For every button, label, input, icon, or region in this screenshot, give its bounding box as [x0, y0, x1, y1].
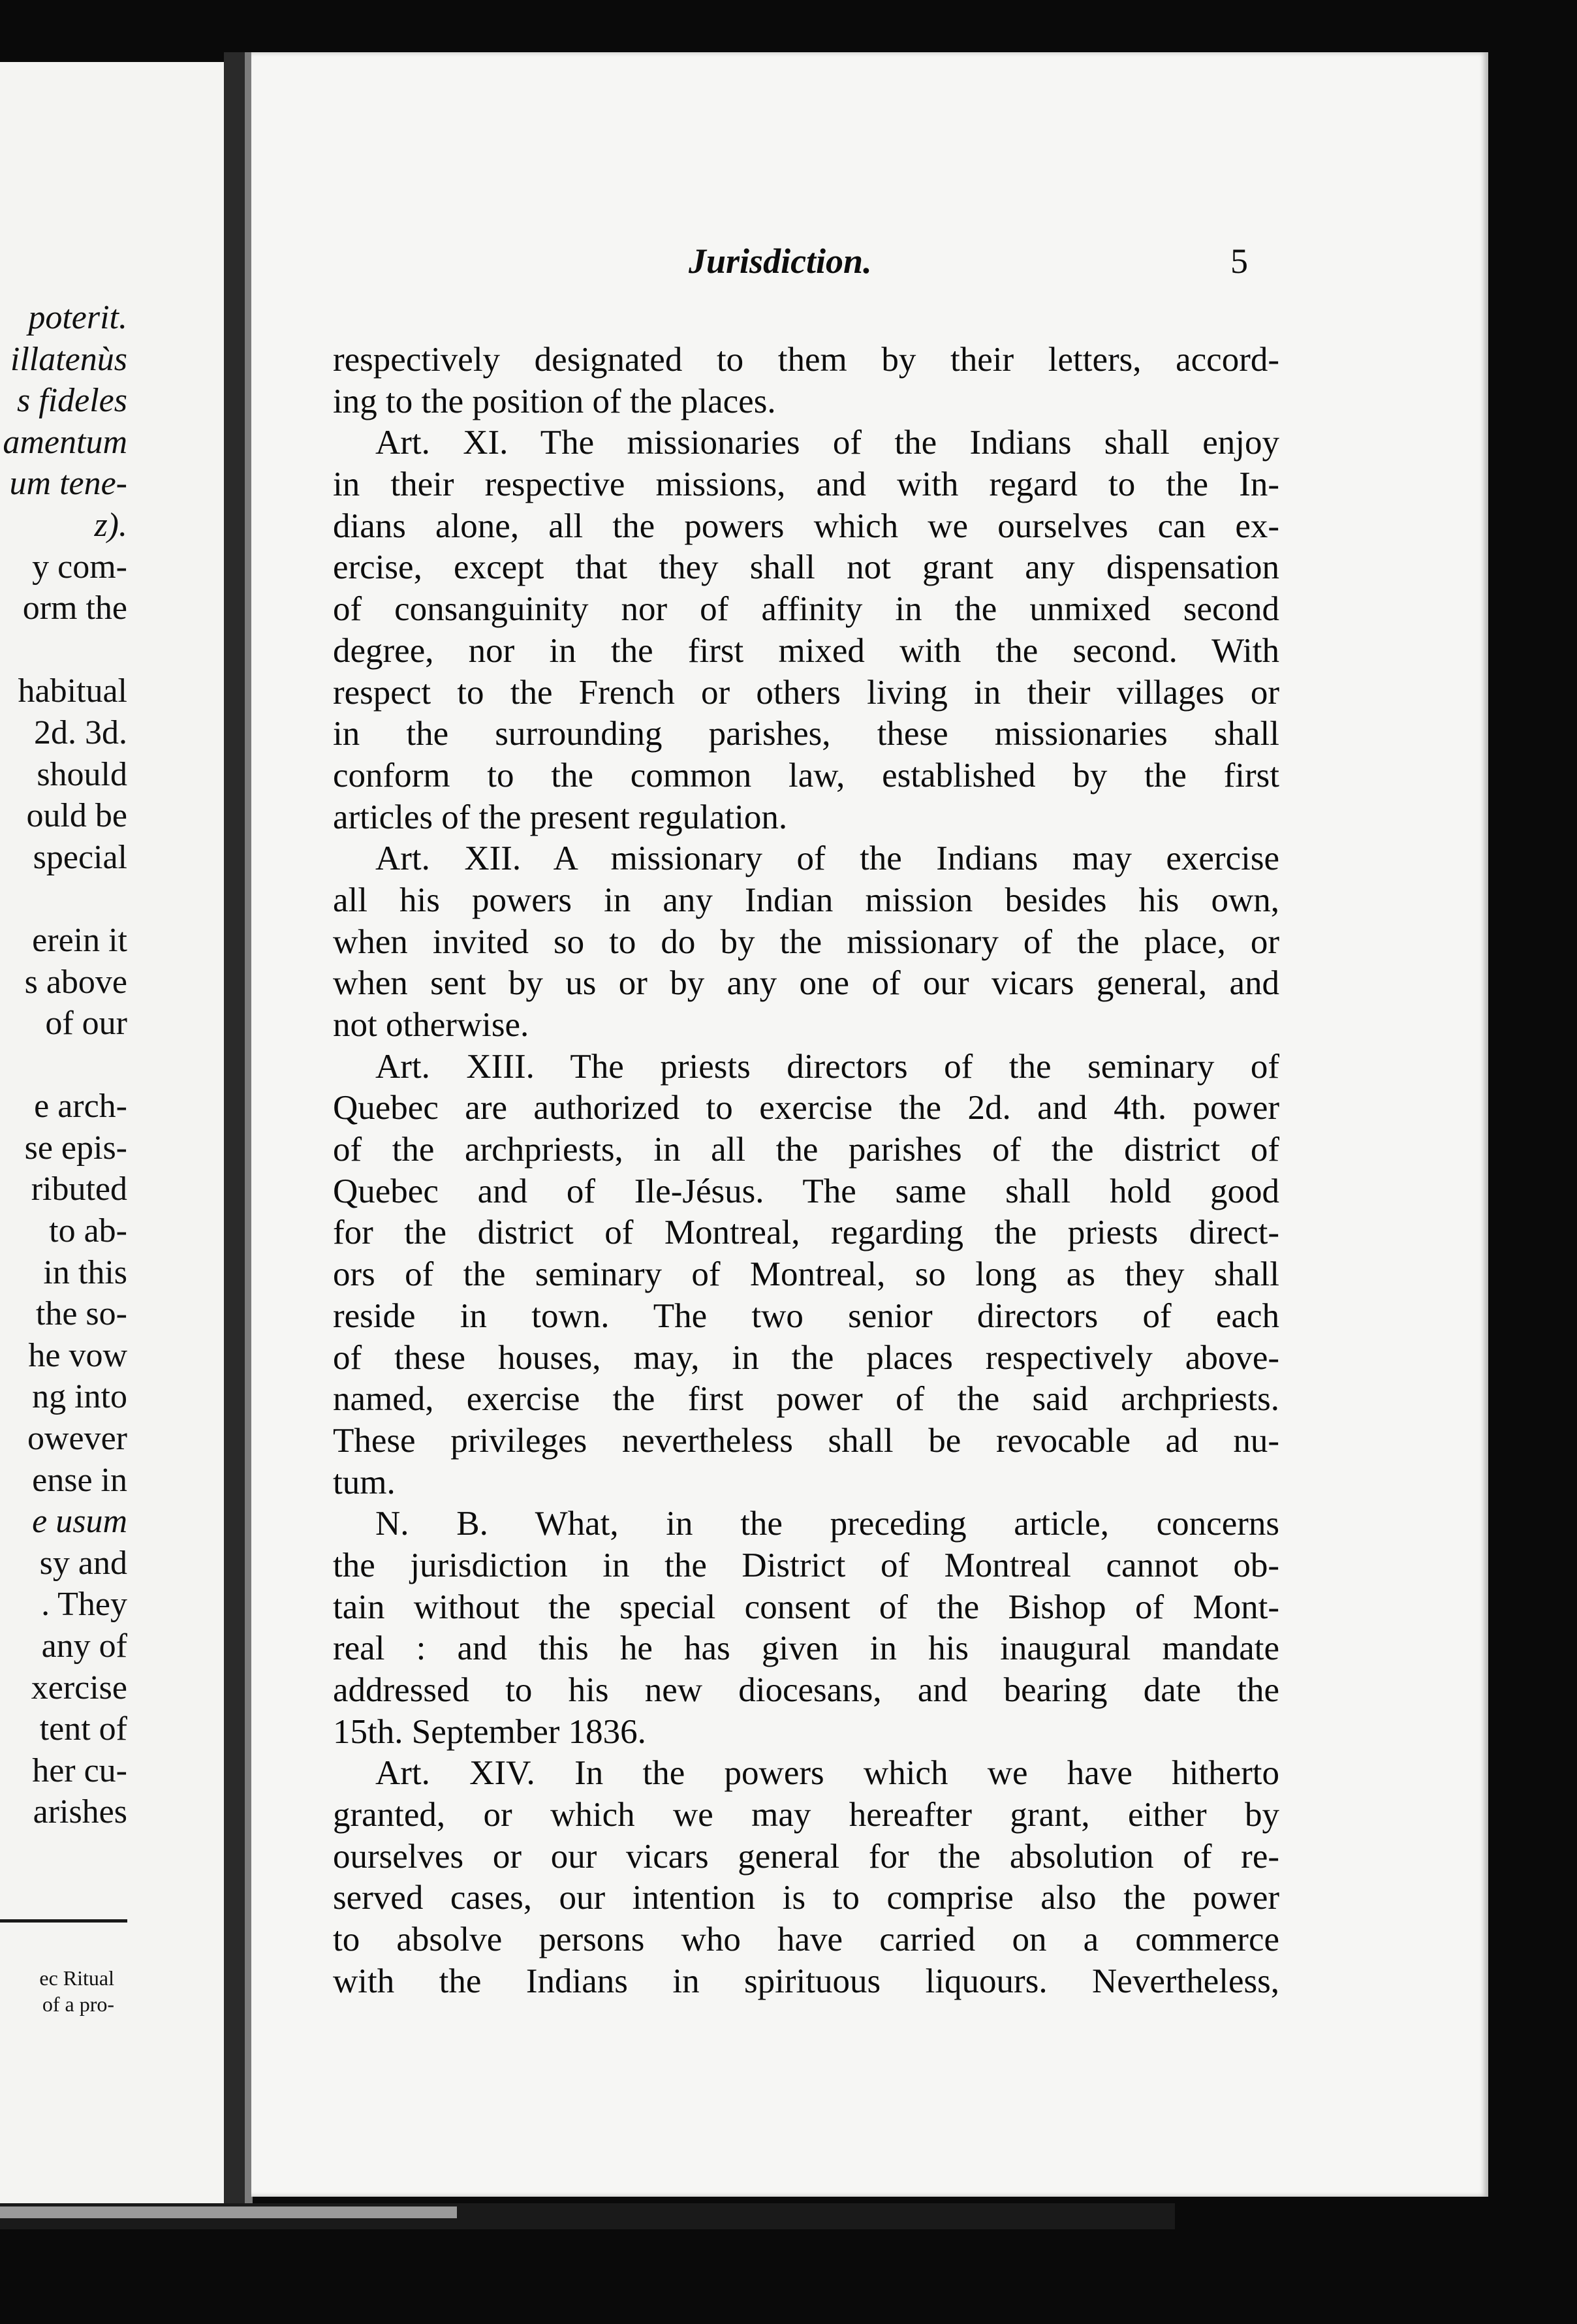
previous-page-line: erein it	[32, 921, 127, 959]
body-line: addressed to his new diocesans, and bearing date the	[333, 1671, 1279, 1709]
previous-page-line: ng into	[32, 1378, 127, 1416]
running-header	[251, 232, 1488, 290]
previous-page-footnote-line: ec Ritual	[39, 1966, 114, 1990]
body-line: when invited so to do by the missionary of the place, or	[333, 922, 1279, 961]
body-line: to absolve persons who have carried on a commerce	[333, 1921, 1279, 1959]
body-line: granted, or which we may hereafter grant, either by	[333, 1796, 1279, 1834]
previous-page-line: xercise	[31, 1669, 127, 1706]
previous-page-line: in this	[43, 1253, 127, 1291]
body-line: tain without the special consent of the Bishop of Mont-	[333, 1588, 1279, 1626]
previous-page-line: ould be	[26, 797, 127, 835]
footnote-rule	[0, 1919, 127, 1923]
previous-page-line: illatenùs	[10, 340, 127, 378]
body-line: ercise, except that they shall not grant any dispensation	[333, 548, 1279, 587]
body-line: with the Indians in spirituous liquours. Nevertheless,	[333, 1962, 1279, 2000]
previous-page-line: e arch-	[34, 1088, 127, 1125]
body-line: N. B. What, in the preceding article, concerns	[375, 1505, 1279, 1543]
previous-page-line: s fideles	[17, 382, 127, 420]
previous-page-line: habitual	[18, 672, 127, 710]
body-line: Art. XI. The missionaries of the Indians shall enjoy	[375, 424, 1279, 462]
body-line: Art. XII. A missionary of the Indians may exercise	[375, 840, 1279, 878]
body-line: of the archpriests, in all the parishes of the district of	[333, 1131, 1279, 1169]
scanner-edge-highlight	[0, 2206, 457, 2218]
body-line: conform to the common law, established by the first	[333, 756, 1279, 794]
body-line: respect to the French or others living in their villages or	[333, 673, 1279, 712]
body-line: ing to the position of the places.	[333, 382, 776, 420]
body-line: of these houses, may, in the places respectively above-	[333, 1338, 1279, 1377]
previous-page-line: orm the	[22, 589, 127, 627]
body-line: Art. XIV. In the powers which we have hitherto	[375, 1754, 1279, 1793]
previous-page-line: z).	[94, 506, 127, 544]
previous-page-line: sy and	[39, 1544, 127, 1582]
body-line: not otherwise.	[333, 1006, 529, 1044]
body-line: in the surrounding parishes, these missionaries shall	[333, 715, 1279, 753]
body-line: These privileges nevertheless shall be revocable ad nu-	[333, 1421, 1279, 1460]
body-line: all his powers in any Indian mission besides his own,	[333, 881, 1279, 919]
previous-page-line	[0, 629, 127, 671]
previous-page-line: to ab-	[49, 1212, 127, 1250]
previous-page-line: poterit.	[28, 299, 127, 336]
previous-page-line: amentum	[3, 423, 127, 461]
body-line: named, exercise the first power of the said archpriests.	[333, 1380, 1279, 1419]
body-line: respectively designated to them by their letters, accord-	[333, 341, 1279, 379]
previous-page-line: the so-	[35, 1295, 127, 1333]
previous-page-line: ributed	[31, 1170, 127, 1208]
body-line: reside in town. The two senior directors of each	[333, 1296, 1279, 1335]
previous-page-footnotes	[0, 1965, 114, 2017]
body-line: Quebec are authorized to exercise the 2d. and 4th. power	[333, 1089, 1279, 1127]
body-line: for the district of Montreal, regarding the priests direct-	[333, 1214, 1279, 1252]
previous-page-line: . They	[41, 1586, 127, 1624]
previous-page-line: tent of	[39, 1710, 127, 1748]
previous-page-line: of our	[45, 1005, 127, 1043]
previous-page-line: owever	[27, 1420, 127, 1458]
body-line: ors of the seminary of Montreal, so long as they shall	[333, 1255, 1279, 1294]
page-number: 5	[1230, 242, 1248, 281]
previous-page-line: he vow	[28, 1336, 127, 1374]
previous-page-line: s above	[24, 963, 127, 1001]
previous-page-line: 2d. 3d.	[34, 714, 127, 751]
previous-page-line: arishes	[33, 1793, 127, 1831]
previous-page-line: any of	[41, 1627, 127, 1665]
previous-page-text	[0, 297, 127, 1833]
body-line: Art. XIII. The priests directors of the seminary of	[375, 1047, 1279, 1086]
body-line: Quebec and of Ile-Jésus. The same shall hold good	[333, 1172, 1279, 1210]
previous-page-line: y com-	[32, 548, 127, 586]
body-line: 15th. September 1836.	[333, 1712, 646, 1751]
body-line: when sent by us or by any one of our vicars general, and	[333, 964, 1279, 1003]
body-line: of consanguinity nor of affinity in the unmixed second	[333, 590, 1279, 629]
body-line: real : and this he has given in his inaugural mandate	[333, 1629, 1279, 1668]
body-line: served cases, our intention is to comprise also the power	[333, 1879, 1279, 1917]
previous-page-footnote-line: of a pro-	[42, 1992, 114, 2016]
body-line: ourselves or our vicars general for the absolution of re-	[333, 1837, 1279, 1876]
previous-page-line: ense in	[32, 1461, 127, 1499]
previous-page-line	[0, 878, 127, 920]
previous-page-line: se epis-	[24, 1129, 127, 1167]
current-page	[251, 52, 1488, 2197]
body-line: the jurisdiction in the District of Montreal cannot ob-	[333, 1546, 1279, 1584]
previous-page	[0, 62, 225, 2203]
body-line: dians alone, all the powers which we ourselves can ex-	[333, 507, 1279, 545]
page-body-text	[333, 339, 1279, 2003]
previous-page-line: special	[33, 838, 127, 876]
body-line: in their respective missions, and with regard to the In-	[333, 465, 1279, 504]
previous-page-line: should	[37, 755, 127, 793]
page-title: Jurisdiction.	[689, 242, 872, 281]
body-line: articles of the present regulation.	[333, 798, 788, 836]
previous-page-line: e usum	[32, 1503, 127, 1541]
previous-page-line: her cu-	[32, 1751, 127, 1789]
body-line: degree, nor in the first mixed with the second. With	[333, 631, 1279, 670]
body-line: tum.	[333, 1463, 396, 1501]
previous-page-line	[0, 1044, 127, 1086]
previous-page-line: um tene-	[9, 465, 127, 503]
